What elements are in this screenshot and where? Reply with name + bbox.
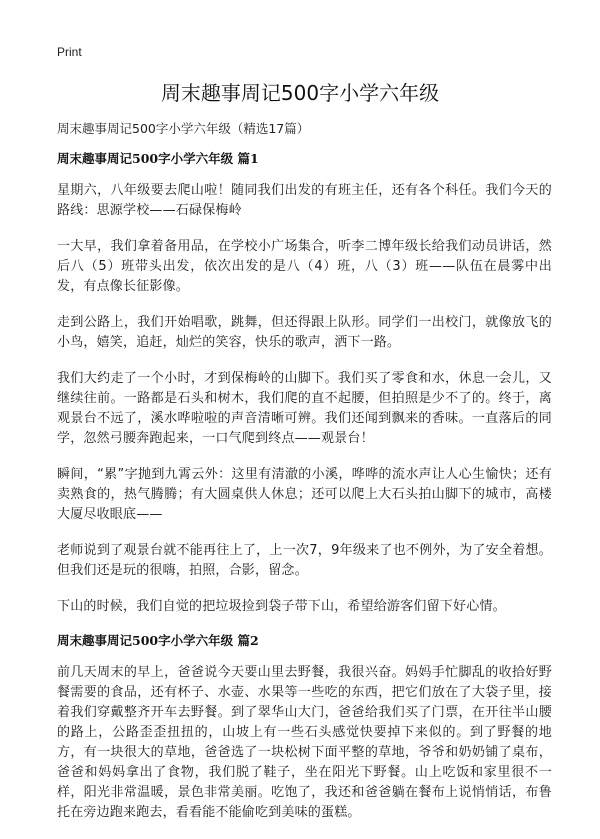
print-link[interactable]: Print [57,45,82,59]
paragraph: 一大早，我们拿着备用品，在学校小广场集合，听李二博年级长给我们动员讲话，然后八（5）班带头出发，依次出发的是八（4）班，八（3）班——队伍在晨雾中出发，有点像长征影像。 [57,239,552,294]
section-heading: 周末趣事周记500字小学六年级 篇2 [57,633,259,648]
paragraph: 前几天周末的早上，爸爸说今天要山里去野餐，我很兴奋。妈妈手忙脚乱的收拾好野餐需要的食品，还有杯子、水壶、水果等一些吃的东西，把它们放在了大袋子里，接着我们穿戴整齐开车去野餐。到了翠华山大门，爸爸给我们买了门票，在开往半山腰的路上，公路歪歪扭扭的，山坡上有一些石头感觉快要掉下来似的。到了野餐的地方，有一块很大的草地，爸爸选了一块松树下面平整的草地，爷爷和奶奶铺了桌布，爸爸和妈妈拿出了食物，我们脱了鞋子，坐在阳光下野餐。山上吃饭和家里很不一样，阳光非常温暖，景色非常美丽。吃饱了，我还和爸爸躺在餐布上说悄悄话，布鲁托在旁边跑来跑去，看看能不能偷吃到美味的蛋糕。 [57,665,552,820]
page-title: 周末趣事周记500字小学六年级 [160,81,440,105]
section-1 [57,150,552,617]
paragraph: 走到公路上，我们开始唱歌，跳舞，但还得跟上队形。同学们一出校门，就像放飞的小鸟，嬉笑，追赶，灿烂的笑容，快乐的歌声，洒下一路。 [57,315,552,350]
paragraph: 我们大约走了一个小时，才到保梅岭的山脚下。我们买了零食和水，休息一会儿，又继续往前。一路都是石头和树木，我们爬的直不起腰，但拍照是少不了的。终于，离观景台不远了，溪水哗啦啦的声音清晰可辨。我们还闻到飘来的香味。一直落后的同学，忽然弓腰奔跑起来，一口气爬到终点——观景台！ [57,371,552,446]
paragraph: 下山的时候，我们自觉的把垃圾捡到袋子带下山，希望给游客们留下好心情。 [57,599,506,614]
section-heading: 周末趣事周记500字小学六年级 篇1 [57,151,259,166]
article-body [57,150,552,839]
section-2 [57,632,552,823]
paragraph: 星期六，八年级要去爬山啦！随同我们出发的有班主任，还有各个科任。我们今天的路线：思源学校——石碌保梅岭 [57,183,552,218]
paragraph: 瞬间，“累”字抛到九霄云外：这里有清澈的小溪，哗哗的流水声让人心生愉快；还有卖熟食的，热气腾腾；有大圆桌供人休息；还可以爬上大石头拍山脚下的城市，高楼大厦尽收眼底—— [57,467,552,522]
paragraph: 老师说到了观景台就不能再往上了，上一次7，9年级来了也不例外，为了安全着想。但我们还是玩的很嗨，拍照，合影，留念。 [57,543,552,578]
page-subtitle: 周末趣事周记500字小学六年级（精选17篇） [57,121,310,136]
